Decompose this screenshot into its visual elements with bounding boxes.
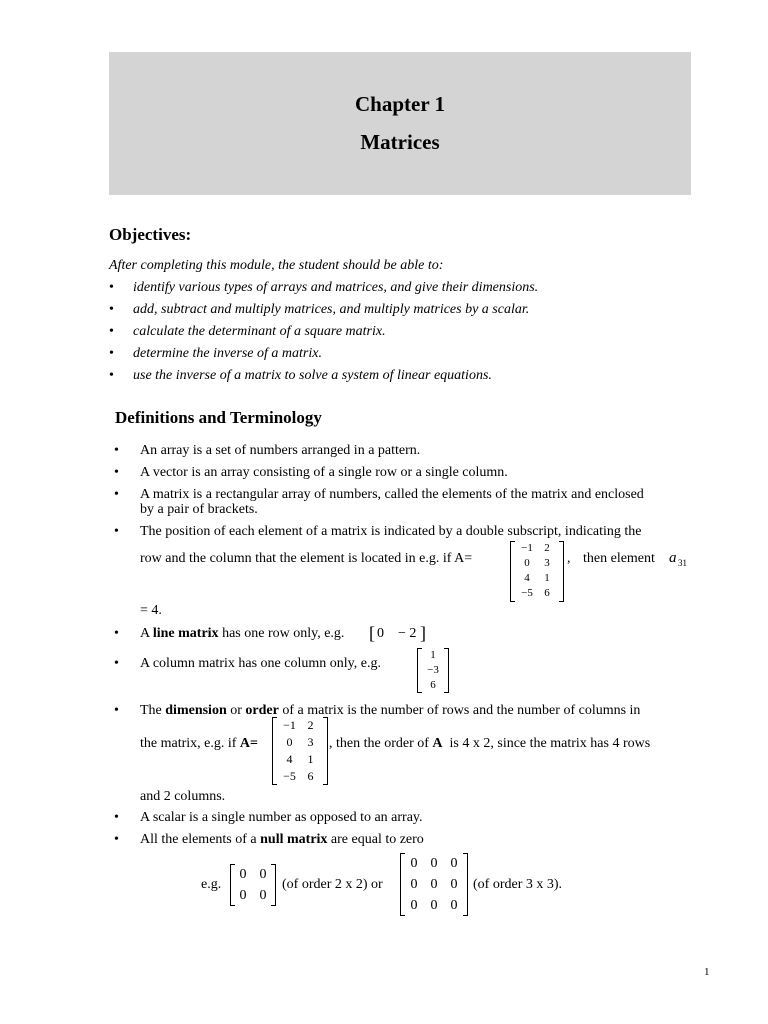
def-position-line1: The position of each element of a matrix is indicated by a double subscript, indicating the [140,524,642,539]
element-symbol: a [669,550,677,566]
null-eg: e.g. [201,877,222,892]
def-column-matrix: A column matrix has one column only, e.g. [140,656,381,671]
bullet: • [114,832,119,847]
line-matrix-value-2: − 2 [398,626,417,641]
def-array: An array is a set of numbers arranged in a pattern. [140,443,421,458]
objectives-heading: Objectives: [109,225,192,244]
position-result: = 4. [140,603,162,618]
def-vector: A vector is an array consisting of a single row or a single column. [140,465,508,480]
element-subscript: 31 [678,558,687,568]
bullet: • [114,810,119,825]
def-null-matrix: All the elements of a null matrix are equal to zero [140,832,424,847]
list-item: • determine the inverse of a matrix. [109,346,322,361]
def-position-line2: row and the column that the element is located in e.g. if A= [140,551,473,566]
def-line-matrix: A line matrix has one row only, e.g. [140,626,345,641]
def-dimension-line3: and 2 columns. [140,789,226,804]
def-dimension-line2b: , then the order of A is 4 x 2, since the matrix has 4 rows [329,736,651,751]
null-order-3: (of order 3 x 3). [473,877,563,892]
matrix-a-example: −1 2 0 3 4 1 −5 6 [510,541,564,602]
bullet: • [114,443,119,458]
position-comma: , [567,551,571,566]
bullet: • [114,524,119,539]
chapter-title: Matrices [360,130,440,154]
line-matrix-left-bracket: [ [369,623,375,643]
position-then: then element [583,551,655,566]
chapter-header-box [109,52,691,195]
def-dimension-line2a: the matrix, e.g. if A= [140,736,259,751]
list-item: • calculate the determinant of a square matrix. [109,324,386,339]
null-order-2: (of order 2 x 2) or [282,877,383,892]
def-matrix-line1: A matrix is a rectangular array of numbers, called the elements of the matrix and enclosed [140,487,644,502]
page-number: 1 [704,966,710,978]
line-matrix-value-1: 0 [377,626,384,641]
def-scalar: A scalar is a single number as opposed to an array. [140,810,423,825]
definitions-heading: Definitions and Terminology [115,408,322,427]
bullet: • [114,703,119,718]
objectives-intro: After completing this module, the student should be able to: [109,258,444,273]
bullet: • [114,465,119,480]
list-item: • use the inverse of a matrix to solve a system of linear equations. [109,368,492,383]
chapter-number: Chapter 1 [354,92,446,116]
list-item: • identify various types of arrays and matrices, and give their dimensions. [109,280,539,295]
bullet: • [114,626,119,641]
objectives-list [109,258,709,390]
bullet: • [114,487,119,502]
line-matrix-right-bracket: ] [420,623,426,643]
def-matrix-line2: by a pair of brackets. [140,502,258,517]
column-matrix-example: 1 −3 6 [417,648,449,693]
null-matrix-2x2: 0 0 0 0 [230,864,276,906]
matrix-a-dimension: −1 2 0 3 4 1 −5 6 [272,717,328,785]
null-matrix-3x3: 0 0 0 0 0 0 0 0 0 [400,853,468,916]
list-item: • add, subtract and multiply matrices, and multiply matrices by a scalar. [109,302,530,317]
def-dimension-line1: The dimension or order of a matrix is the number of rows and the number of columns in [140,703,641,718]
bullet: • [114,656,119,671]
